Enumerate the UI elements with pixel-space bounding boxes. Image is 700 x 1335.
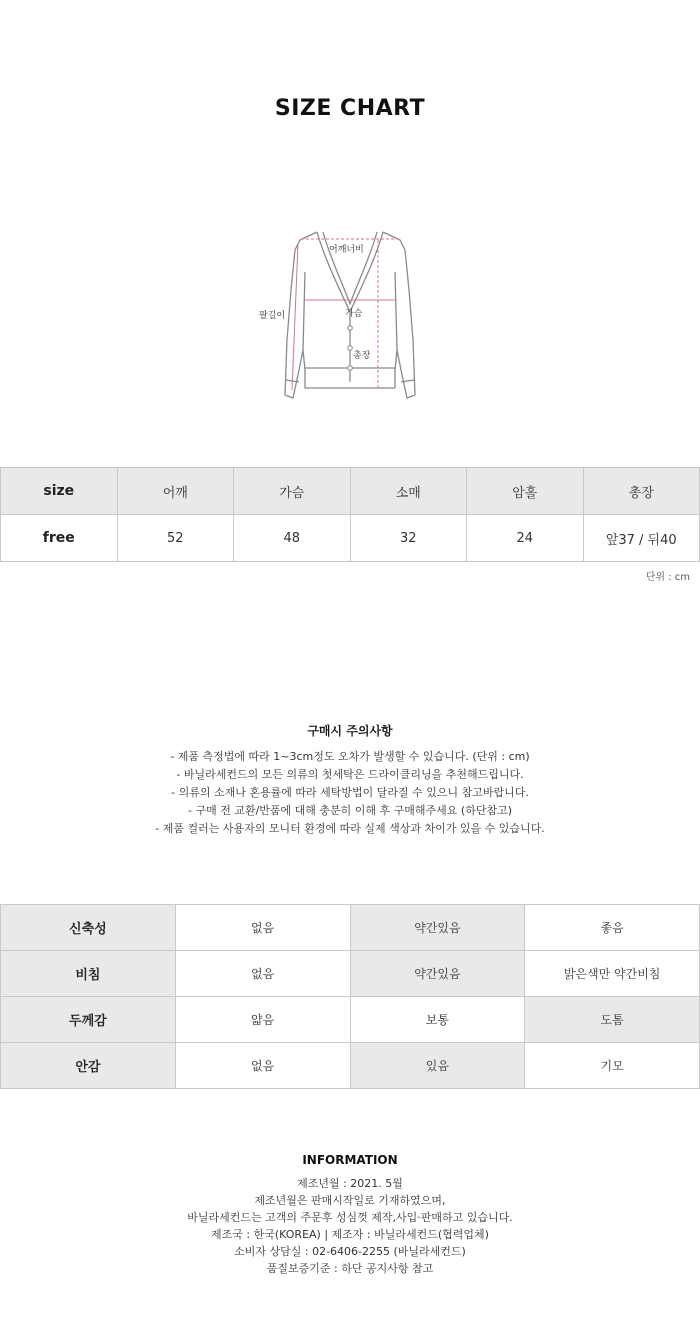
- feel-option: 없음: [175, 951, 350, 997]
- information-section: [0, 1153, 700, 1277]
- info-line: 제조국 : 한국(KOREA) | 제조자 : 바닐라세컨드(협력업체): [211, 1228, 489, 1241]
- feel-label: 비침: [1, 951, 176, 997]
- notice-line: - 구매 전 교환/반품에 대해 충분히 이해 후 구매해주세요 (하단참고): [187, 804, 512, 817]
- notice-heading: 구매시 주의사항: [307, 724, 393, 738]
- information-heading: INFORMATION: [302, 1153, 398, 1167]
- purchase-notice: [0, 722, 700, 838]
- header-length: 총장: [583, 468, 700, 515]
- table-row: [1, 1043, 700, 1089]
- info-line: 소비자 상담실 : 02-6406-2255 (바닐라세컨드): [234, 1245, 466, 1258]
- sleeve-label: 팔길이: [259, 311, 286, 321]
- feel-option: 얇음: [175, 997, 350, 1043]
- feel-label: 두께감: [1, 997, 176, 1043]
- table-row: [1, 997, 700, 1043]
- size-value: free: [1, 515, 118, 562]
- feel-option: 밝은색만 약간비침: [525, 951, 700, 997]
- chest-label: 가슴: [345, 309, 363, 319]
- feel-option: 약간있음: [350, 905, 525, 951]
- header-sleeve: 소매: [350, 468, 467, 515]
- header-shoulder: 어깨: [117, 468, 234, 515]
- feel-option: 보통: [350, 997, 525, 1043]
- feel-option: 약간있음: [350, 951, 525, 997]
- feel-option: 없음: [175, 905, 350, 951]
- page-title: SIZE CHART: [274, 96, 426, 121]
- length-label: 총장: [353, 351, 371, 361]
- feel-label: 신축성: [1, 905, 176, 951]
- feel-option: 있음: [350, 1043, 525, 1089]
- header-armhole: 암홀: [467, 468, 584, 515]
- notice-line: - 바닐라세컨드의 모든 의류의 첫세탁은 드라이클리닝을 추천해드립니다.: [176, 768, 524, 781]
- table-row: [1, 951, 700, 997]
- length-value: 앞37 / 뒤40: [583, 515, 700, 562]
- notice-line: - 제품 컬러는 사용자의 모니터 환경에 따라 실제 색상과 차이가 있을 수 있습니다.: [155, 822, 545, 835]
- shoulder-value: 52: [117, 515, 234, 562]
- feel-option: 좋음: [525, 905, 700, 951]
- shoulder-label: 어깨너비: [329, 245, 364, 255]
- info-line: 제조년월 : 2021. 5월: [297, 1177, 403, 1190]
- size-table: [0, 467, 700, 562]
- info-line: 바닐라세컨드는 고객의 주문후 성심껏 제작,사입·판매하고 있습니다.: [187, 1211, 513, 1224]
- unit-note: 단위 : cm: [645, 572, 690, 583]
- feel-label: 안감: [1, 1043, 176, 1089]
- feel-option: 없음: [175, 1043, 350, 1089]
- garment-diagram: [255, 220, 445, 410]
- feel-option: 도톰: [525, 997, 700, 1043]
- table-row: [1, 515, 700, 562]
- notice-line: - 제품 측정법에 따라 1~3cm정도 오차가 발생할 수 있습니다. (단위 : cm): [170, 750, 530, 763]
- armhole-value: 24: [467, 515, 584, 562]
- info-line: 품질보증기준 : 하단 공지사항 참고: [266, 1262, 434, 1275]
- info-line: 제조년월은 판매시작일로 기재하였으며,: [254, 1194, 446, 1207]
- fabric-feel-table: [0, 904, 700, 1089]
- table-row: [1, 905, 700, 951]
- header-chest: 가슴: [234, 468, 351, 515]
- chest-value: 48: [234, 515, 351, 562]
- size-table-header-row: [1, 468, 700, 515]
- header-size: size: [1, 468, 118, 515]
- feel-option: 기모: [525, 1043, 700, 1089]
- sleeve-value: 32: [350, 515, 467, 562]
- notice-line: - 의류의 소재나 혼용률에 따라 세탁방법이 달라질 수 있으니 참고바랍니다.: [171, 786, 529, 799]
